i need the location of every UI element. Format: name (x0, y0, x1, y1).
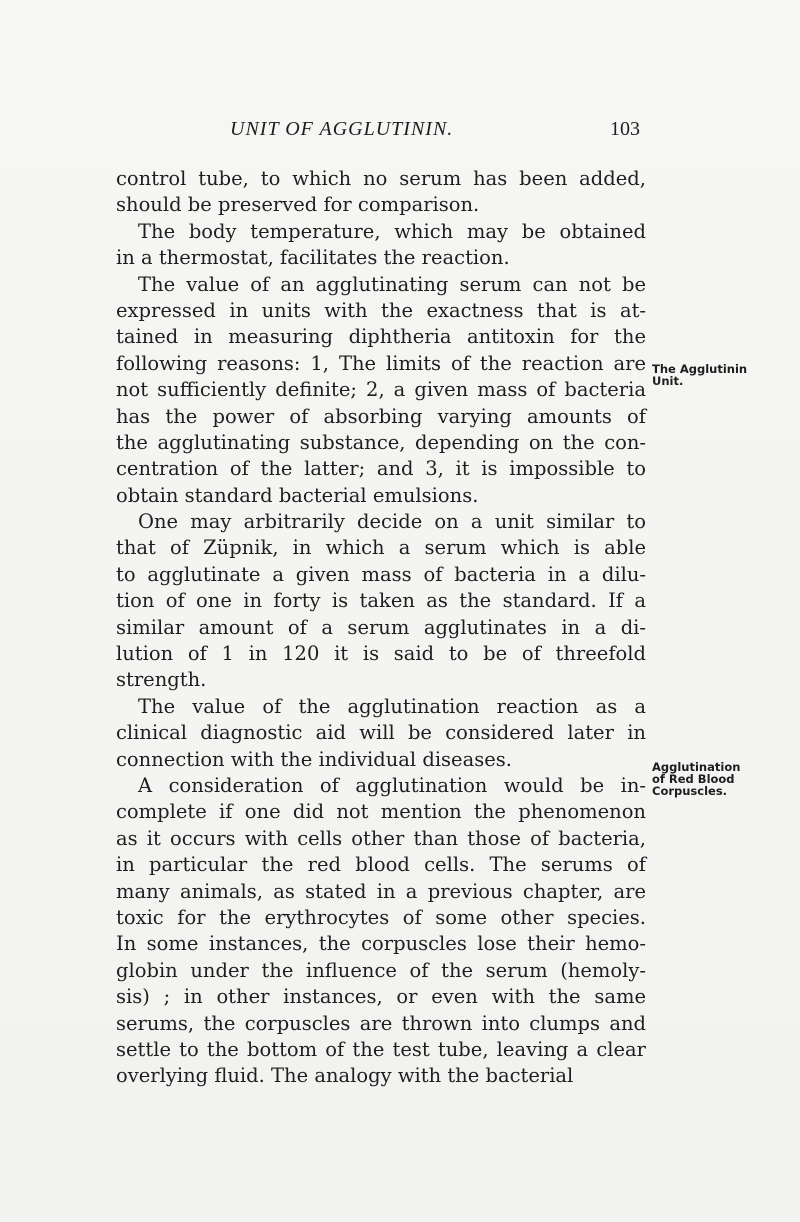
text-line: strength. (116, 668, 207, 692)
margin-note-line: Corpuscles. (652, 784, 728, 798)
text-line: serums, the corpuscles are thrown into clumps and (116, 1011, 646, 1035)
text-line: The body temperature, which may be obtained (138, 219, 646, 243)
running-head (118, 118, 640, 142)
text-line: obtain standard bacterial emulsions. (116, 483, 479, 507)
text-line: centration of the latter; and 3, it is impossible to (116, 457, 646, 481)
text-line: should be preserved for comparison. (116, 193, 480, 217)
text-line: tained in measuring diphtheria antitoxin for the (116, 325, 646, 349)
text-line: as it occurs with cells other than those of bacteria, (116, 826, 646, 850)
text-line: tion of one in forty is taken as the standard. If a (116, 589, 646, 613)
text-line: has the power of absorbing varying amounts of (116, 404, 646, 428)
margin-note-agglutinin-unit (652, 363, 770, 387)
text-line: many animals, as stated in a previous chapter, are (116, 879, 646, 903)
text-line: One may arbitrarily decide on a unit similar to (138, 510, 646, 534)
running-title: UNIT OF AGGLUTININ. (230, 118, 454, 140)
text-line: following reasons: 1, The limits of the reaction are (116, 351, 646, 375)
text-line: the agglutinating substance, depending on the con- (116, 430, 646, 454)
text-line: A consideration of agglutination would be in- (138, 773, 646, 797)
text-line: connection with the individual diseases. (116, 747, 512, 771)
text-line: expressed in units with the exactness that is at- (116, 298, 646, 322)
text-line: globin under the influence of the serum (hemoly- (116, 958, 646, 982)
margin-note-red-blood-corpuscles (652, 761, 770, 797)
page-number: 103 (610, 118, 640, 140)
text-line: overlying fluid. The analogy with the bacterial (116, 1064, 574, 1088)
text-line: in particular the red blood cells. The serums of (116, 853, 646, 877)
margin-note-line: Agglutination (652, 760, 741, 774)
text-line: lution of 1 in 120 it is said to be of threefold (116, 642, 646, 666)
text-line: In some instances, the corpuscles lose their hemo- (116, 932, 646, 956)
text-line: sis) ; in other instances, or even with the same (116, 985, 646, 1009)
body-text (116, 166, 646, 1090)
text-line: that of Züpnik, in which a serum which is able (116, 536, 646, 560)
text-line: settle to the bottom of the test tube, leaving a clear (116, 1037, 646, 1061)
text-line: not sufficiently definite; 2, a given mass of bacteria (116, 378, 646, 402)
text-line: in a thermostat, facilitates the reaction. (116, 246, 510, 270)
text-line: similar amount of a serum agglutinates in a di- (116, 615, 646, 639)
text-line: clinical diagnostic aid will be considered later in (116, 721, 646, 745)
text-line: The value of an agglutinating serum can not be (138, 272, 646, 296)
margin-note-line: of Red Blood (652, 772, 735, 786)
margin-note-line: Unit. (652, 374, 684, 388)
margin-note-line: The Agglutinin (652, 362, 748, 376)
text-line: The value of the agglutination reaction as a (138, 694, 646, 718)
text-line: complete if one did not mention the phenomenon (116, 800, 646, 824)
text-line: control tube, to which no serum has been added, (116, 167, 646, 190)
text-line: toxic for the erythrocytes of some other species. (116, 905, 646, 929)
text-line: to agglutinate a given mass of bacteria in a dilu- (116, 562, 646, 586)
